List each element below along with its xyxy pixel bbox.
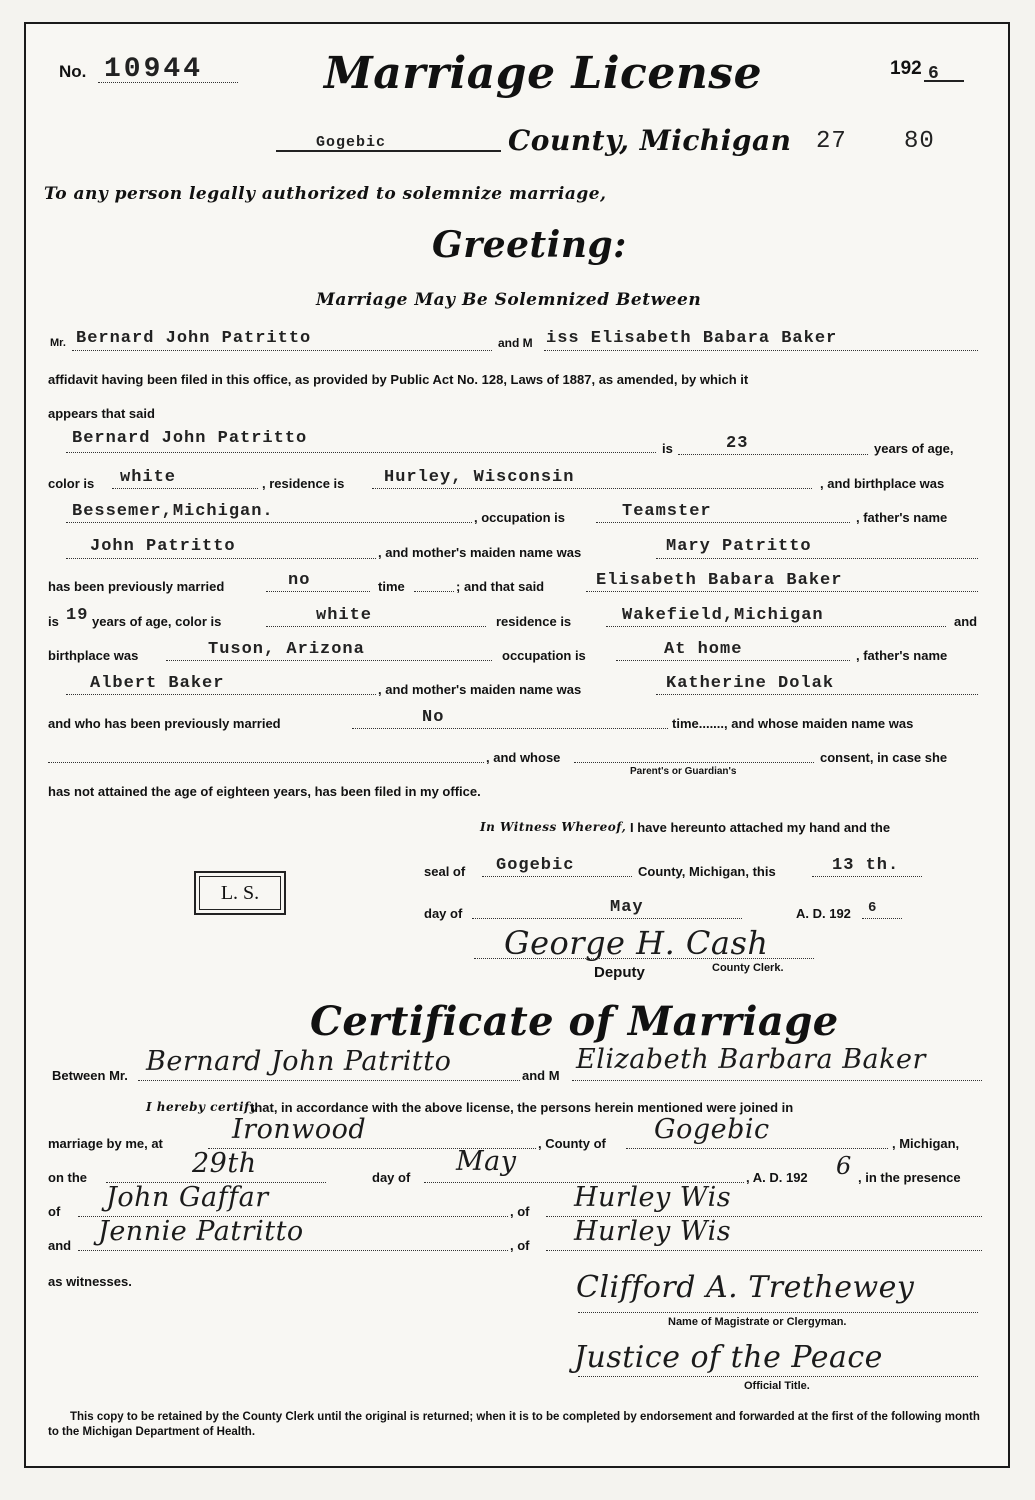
county-michigan-heading: County, Michigan — [508, 124, 792, 157]
marriage-month: May — [456, 1146, 517, 1177]
cert-day-of-label: day of — [372, 1170, 411, 1185]
is-label: is — [662, 441, 673, 456]
cert-county-line — [626, 1148, 888, 1149]
time-maiden-label: time......., and whose maiden name was — [672, 716, 914, 731]
who-prev-married-label: and who has been previously married — [48, 716, 281, 731]
groom-name: Bernard John Patritto — [76, 329, 312, 348]
day-number: 13 th. — [832, 856, 900, 875]
occupation-label: , occupation is — [474, 510, 566, 525]
ad-label: A. D. 192 — [796, 906, 851, 921]
cert-year-digit: 6 — [836, 1152, 852, 1180]
bride-prev-line — [352, 728, 668, 729]
groom-residence: Hurley, Wisconsin — [384, 468, 575, 487]
day-of-label: day of — [424, 906, 463, 921]
county-michigan-this: County, Michigan, this — [638, 864, 776, 879]
bride-name: iss Elisabeth Babara Baker — [546, 329, 838, 348]
groom-color-line — [112, 488, 258, 489]
official-title-caption: Official Title. — [744, 1380, 810, 1392]
greeting: Greeting: — [432, 224, 627, 266]
and-whose-label: , and whose — [486, 750, 561, 765]
marriage-county: Gogebic — [654, 1114, 770, 1145]
officiant-line — [578, 1312, 978, 1313]
bride-birthplace-line — [166, 660, 492, 661]
groom-father: John Patritto — [90, 537, 236, 556]
appears-text: appears that said — [48, 406, 155, 421]
not-attained-text: has not attained the age of eighteen years, has been filed in my office. — [48, 784, 481, 799]
official-title-line — [578, 1376, 978, 1377]
cert-of-label-3: , of — [510, 1238, 530, 1253]
seal-county-line — [482, 876, 632, 877]
license-number: 10944 — [104, 54, 204, 85]
bride-name-repeat: Elisabeth Babara Baker — [596, 571, 843, 590]
bride-residence-line — [606, 626, 946, 627]
mothers-maiden-label: , and mother's maiden name was — [378, 545, 582, 560]
ad-digit: 6 — [868, 900, 878, 916]
year-prefix: 192 — [890, 58, 922, 79]
ref-number-b: 80 — [904, 128, 935, 155]
groom-occupation: Teamster — [622, 502, 712, 521]
bride-color: white — [316, 606, 373, 625]
occupation-label-b: occupation is — [502, 648, 586, 663]
license-no-label: No. — [59, 62, 87, 81]
day-number-line — [812, 876, 922, 877]
consent-label: consent, in case she — [820, 750, 948, 765]
certificate-title: Certificate of Marriage — [310, 998, 839, 1045]
bride-mother-line — [656, 694, 978, 695]
groom-prev-line — [266, 591, 370, 592]
license-title: Marriage License — [324, 48, 763, 99]
footer-note: This copy to be retained by the County Clerk until the original is returned; when it is to be completed by endorsement and forwarded at the first of the following month to the Michigan Department of Health. — [48, 1411, 980, 1438]
witness-2-town-line — [546, 1250, 982, 1251]
michigan-label: , Michigan, — [892, 1136, 960, 1151]
subheading: Marriage May Be Solemnized Between — [316, 290, 702, 310]
seal-county: Gogebic — [496, 856, 575, 875]
county-clerk-caption: County Clerk. — [712, 962, 784, 974]
bride-age: 19 — [66, 606, 89, 625]
bride-prev-married: No — [422, 708, 445, 727]
bride-repeat-line — [586, 591, 978, 592]
time-label: time — [378, 579, 405, 594]
address-line: To any person legally authorized to solemnize marriage, — [44, 184, 607, 204]
cert-and-label: and — [48, 1238, 72, 1253]
marriage-place: Ironwood — [232, 1114, 367, 1145]
clerk-signature: George H. Cash — [504, 924, 769, 962]
groom-residence-line — [372, 488, 812, 489]
witness-1-town: Hurley Wis — [574, 1182, 732, 1213]
time-line — [414, 591, 454, 592]
marriage-by-me-label: marriage by me, at — [48, 1136, 163, 1151]
witness-2-town: Hurley Wis — [574, 1216, 732, 1247]
as-witnesses-label: as witnesses. — [48, 1274, 132, 1289]
ls-seal-box — [194, 871, 286, 915]
color-is-label: color is — [48, 476, 95, 491]
and-m-label: and M — [498, 336, 533, 350]
cert-groom-line — [138, 1080, 520, 1081]
cert-bride-line — [572, 1080, 982, 1081]
between-label: Between Mr. — [52, 1068, 128, 1083]
witness-2-name: Jennie Patritto — [98, 1216, 304, 1247]
groom-repeat-line — [66, 452, 656, 453]
cert-of-label-2: , of — [510, 1204, 530, 1219]
groom-mother-line — [656, 558, 978, 559]
and-label: and — [954, 614, 978, 629]
groom-occupation-line — [596, 522, 850, 523]
bride-is-label: is — [48, 614, 59, 629]
groom-age: 23 — [726, 434, 749, 453]
license-month: May — [610, 898, 644, 917]
groom-name-repeat: Bernard John Patritto — [72, 429, 308, 448]
residence-label-b: residence is — [496, 614, 572, 629]
years-color-label: years of age, color is — [92, 614, 222, 629]
groom-color: white — [120, 468, 177, 487]
mothers-maiden-label-b: , and mother's maiden name was — [378, 682, 582, 697]
official-title-value: Justice of the Peace — [574, 1340, 883, 1375]
consent-line — [574, 762, 814, 763]
bride-mother: Katherine Dolak — [666, 674, 835, 693]
groom-signed-name: Bernard John Patritto — [146, 1046, 452, 1077]
birthplace-label: , and birthplace was — [820, 476, 945, 491]
deputy-label: Deputy — [594, 964, 645, 981]
ls-seal-label: L. S. — [220, 881, 260, 904]
witness-whereof: In Witness Whereof, — [480, 820, 627, 834]
groom-age-line — [678, 454, 868, 455]
groom-father-line — [66, 558, 376, 559]
officiant-signature: Clifford A. Trethewey — [576, 1270, 915, 1305]
witness-text: I have hereunto attached my hand and the — [630, 820, 891, 835]
year-digit: 6 — [928, 64, 940, 84]
county-of-label: , County of — [538, 1136, 606, 1151]
parent-guardian-caption: Parent's or Guardian's — [630, 766, 737, 777]
bride-residence: Wakefield,Michigan — [622, 606, 824, 625]
witness-2-line — [78, 1250, 508, 1251]
on-the-label: on the — [48, 1170, 87, 1185]
hereby-certify: I hereby certify — [146, 1100, 258, 1114]
birthplace-label-b: birthplace was — [48, 648, 139, 663]
witness-1-name: John Gaffar — [106, 1182, 269, 1213]
certify-text: that, in accordance with the above license, the persons herein mentioned were joined in — [250, 1100, 794, 1115]
bride-birthplace: Tuson, Arizona — [208, 640, 365, 659]
groom-mother: Mary Patritto — [666, 537, 812, 556]
marriage-license-document — [24, 22, 1010, 1468]
groom-birthplace-line — [66, 522, 472, 523]
prev-married-label: has been previously married — [48, 579, 225, 594]
marriage-day: 29th — [192, 1148, 257, 1179]
ref-number-a: 27 — [816, 128, 847, 155]
cert-and-m: and M — [522, 1068, 560, 1083]
maiden-name-line — [48, 762, 484, 763]
bride-father-line — [66, 694, 376, 695]
bride-color-line — [266, 626, 486, 627]
residence-label: , residence is — [262, 476, 345, 491]
bride-occupation: At home — [664, 640, 743, 659]
ad-line — [862, 918, 902, 919]
bride-name-line — [544, 350, 978, 351]
in-presence-label: , in the presence — [858, 1170, 961, 1185]
officiant-caption: Name of Magistrate or Clergyman. — [668, 1316, 847, 1328]
groom-birthplace: Bessemer,Michigan. — [72, 502, 274, 521]
bride-signed-name: Elizabeth Barbara Baker — [576, 1044, 926, 1075]
groom-prev-married: no — [288, 571, 311, 590]
month-line — [472, 918, 742, 919]
fathers-name-label-b: , father's name — [856, 648, 948, 663]
groom-name-line — [72, 350, 492, 351]
bride-occupation-line — [616, 660, 850, 661]
fathers-name-label: , father's name — [856, 510, 948, 525]
seal-of-label: seal of — [424, 864, 466, 879]
clerk-signature-line — [474, 958, 814, 959]
county-line — [276, 150, 501, 152]
cert-ad-prefix: , A. D. 192 — [746, 1170, 808, 1185]
license-number-line — [98, 82, 238, 83]
years-of-age: years of age, — [874, 441, 954, 456]
mr-prefix: Mr. — [50, 337, 66, 349]
year-line — [924, 80, 964, 82]
cert-of-label: of — [48, 1204, 61, 1219]
that-said-label: ; and that said — [456, 579, 545, 594]
header-county-name: Gogebic — [316, 134, 387, 151]
affidavit-text: affidavit having been filed in this office, as provided by Public Act No. 128, Laws of 1887, as amended, by which it — [48, 372, 749, 387]
bride-father: Albert Baker — [90, 674, 225, 693]
